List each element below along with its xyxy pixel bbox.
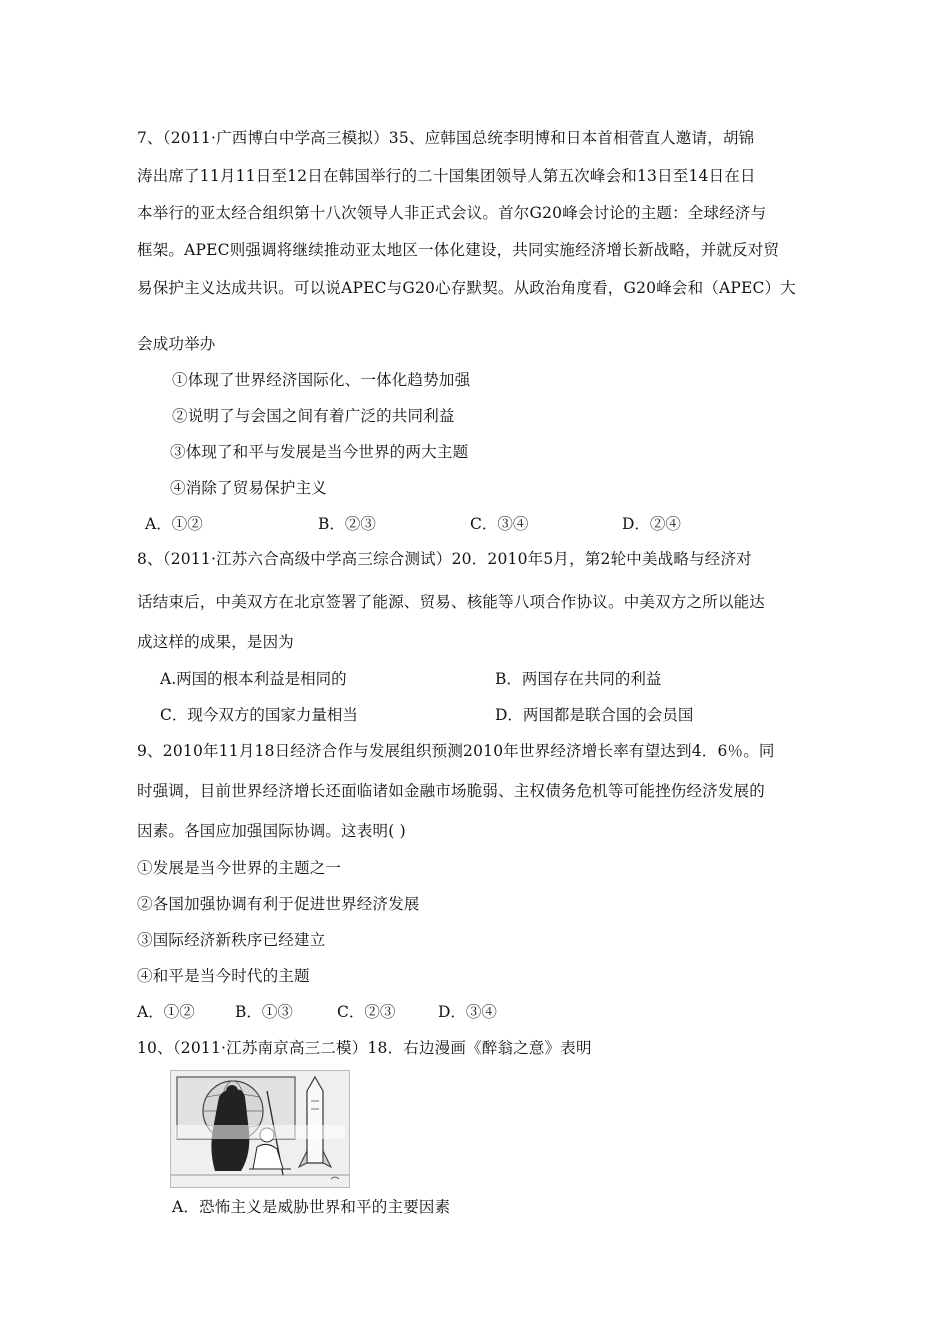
- q7-option-d: D．②④: [622, 515, 681, 533]
- q9-line-1: 9、2010年11月18日经济合作与发展组织预测2010年世界经济增长率有望达到4．6％。同: [137, 742, 775, 760]
- q10-line-1: 10、（2011·江苏南京高三二模）18．右边漫画《醉翁之意》表明: [137, 1039, 592, 1057]
- q8-line-2: 话结束后，中美双方在北京签署了能源、贸易、核能等八项合作协议。中美双方之所以能达: [137, 593, 766, 611]
- cartoon-drawing: [171, 1071, 349, 1187]
- q7-line-3: 本举行的亚太经合组织第十八次领导人非正式会议。首尔G20峰会讨论的主题：全球经济与: [137, 204, 767, 222]
- q8-option-c: C．现今双方的国家力量相当: [160, 706, 358, 724]
- q10-option-a: A．恐怖主义是威胁世界和平的主要因素: [172, 1198, 451, 1216]
- q9-statement-3: ③国际经济新秩序已经建立: [137, 931, 326, 949]
- q7-line-2: 涛出席了11月11日至12日在韩国举行的二十国集团领导人第五次峰会和13日至14日在日: [137, 167, 756, 185]
- q7-line-6: 会成功举办: [137, 335, 216, 353]
- q7-option-a: A．①②: [145, 515, 203, 533]
- q9-option-a: A．①②: [137, 1003, 195, 1021]
- q9-line-3: 因素。各国应加强国际协调。这表明( ): [137, 822, 406, 840]
- q8-line-3: 成这样的成果，是因为: [137, 633, 295, 651]
- q9-statement-2: ②各国加强协调有利于促进世界经济发展: [137, 895, 420, 913]
- q7-option-b: B．②③: [318, 515, 376, 533]
- cartoon-image: [170, 1070, 350, 1188]
- q7-line-4: 框架。APEC则强调将继续推动亚太地区一体化建设，共同实施经济增长新战略，并就反对贸: [137, 241, 780, 259]
- q7-statement-2: ②说明了与会国之间有着广泛的共同利益: [172, 407, 455, 425]
- q8-option-b: B．两国存在共同的利益: [495, 670, 662, 688]
- q7-statement-3: ③体现了和平与发展是当今世界的两大主题: [170, 443, 469, 461]
- q8-option-d: D．两国都是联合国的会员国: [495, 706, 694, 724]
- q7-option-c: C．③④: [470, 515, 529, 533]
- q7-line-5: 易保护主义达成共识。可以说APEC与G20心存默契。从政治角度看，G20峰会和（APEC）大: [137, 279, 797, 297]
- q7-statement-1: ①体现了世界经济国际化、一体化趋势加强: [172, 371, 471, 389]
- q7-statement-4: ④消除了贸易保护主义: [170, 479, 328, 497]
- q8-line-1: 8、（2011·江苏六合高级中学高三综合测试）20．2010年5月，第2轮中美战略与经济对: [137, 550, 752, 568]
- q9-option-b: B．①③: [235, 1003, 293, 1021]
- q9-line-2: 时强调，目前世界经济增长还面临诸如金融市场脆弱、主权债务危机等可能挫伤经济发展的: [137, 782, 766, 800]
- q9-statement-1: ①发展是当今世界的主题之一: [137, 859, 342, 877]
- q8-option-a: A.两国的根本利益是相同的: [160, 670, 347, 688]
- q9-option-d: D．③④: [438, 1003, 497, 1021]
- q9-option-c: C．②③: [337, 1003, 396, 1021]
- q9-statement-4: ④和平是当今时代的主题: [137, 967, 310, 985]
- q7-line-1: 7、（2011·广西博白中学高三模拟）35、应韩国总统李明博和日本首相菅直人邀请，胡锦: [137, 129, 755, 147]
